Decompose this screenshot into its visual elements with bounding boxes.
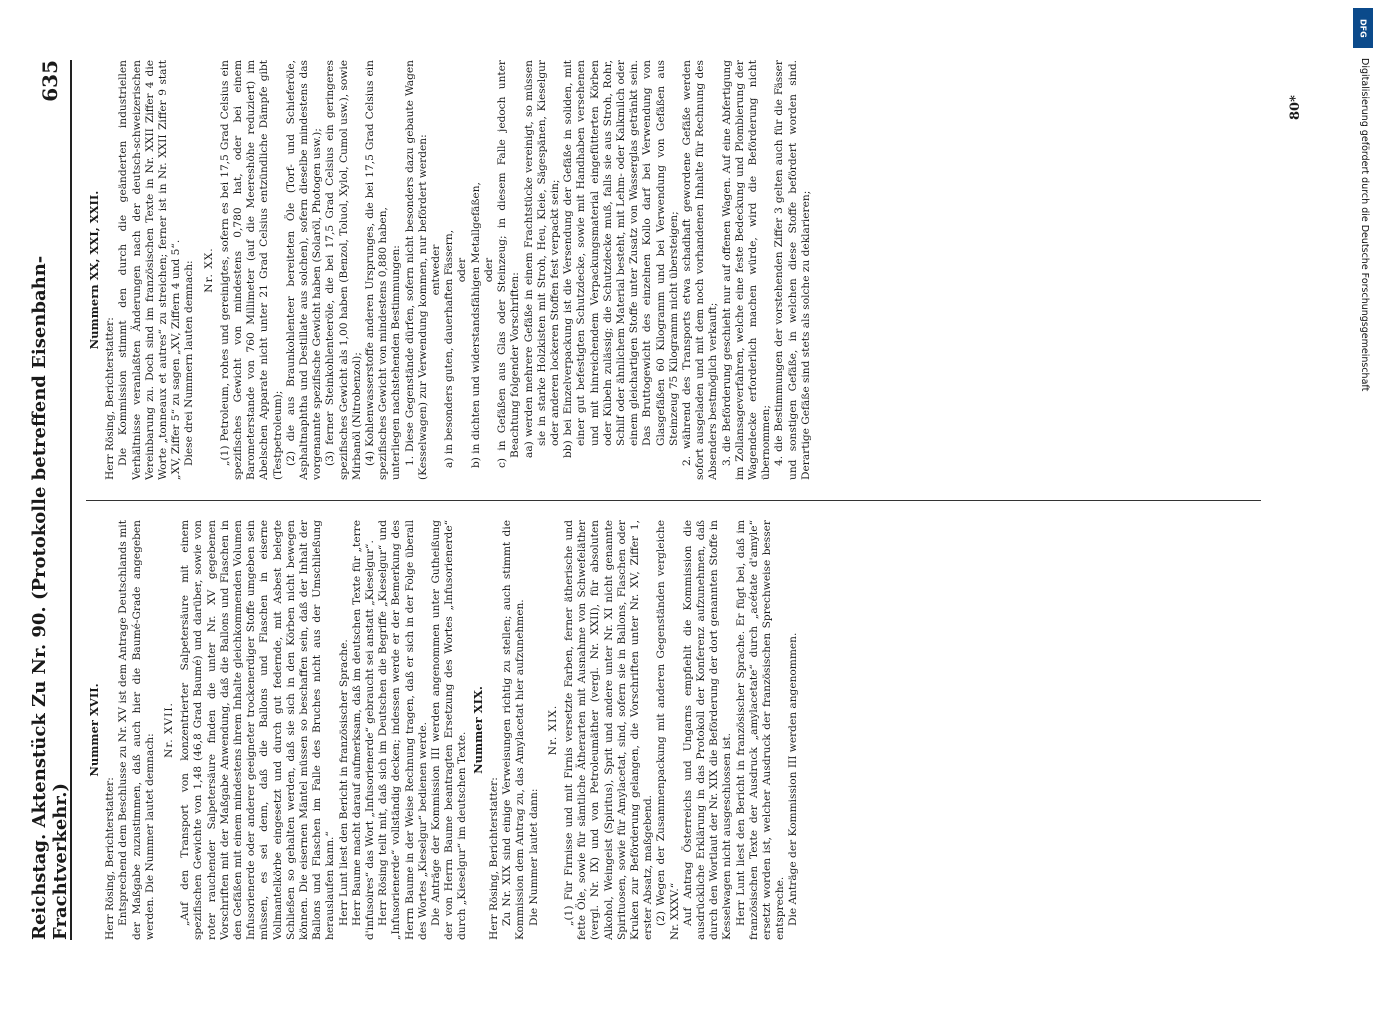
paragraph-para: Herr Baume macht darauf aufmerksam, daß im deutschen Texte für „terre d'infusoires“ das Wort „Infusorienerde“ gebraucht sei anstatt „Kieselgur“. <box>350 520 377 940</box>
paragraph-para: 3. die Beförderung geschieht nur auf offenen Wagen. Auf eine Abfertigung im Zollansageverfahren, welche eine feste Bedeckung und Plombierung der Wagendecke erforderlich machen würde, wird die Beförderung nicht übernommen; <box>720 60 773 480</box>
paragraph-para: Die Nummer lautet dann: <box>527 788 540 926</box>
left-column <box>86 520 1266 940</box>
paragraph-para: (2) Wegen der Zusammenpackung mit anderen Gegenständen vergleiche Nr. XXXV.“ <box>655 520 681 940</box>
dfg-logo: DFG <box>1353 8 1373 48</box>
paragraph-flush: unterliegen nachstehenden Bestimmungen: <box>390 245 403 480</box>
paragraph-flush: Herr Rösing, Berichterstatter: <box>487 777 500 940</box>
page-number: 635 <box>38 60 62 102</box>
paragraph-para: Die Anträge der Kommission III werden angenommen unter Gutheißung der von Herrn Baume beantragten Ersetzung des Wortes „Infusorienerde“ durch „Kieselgur“ im deutschen Texte. <box>430 520 469 940</box>
paragraph-heading: Nummern XX, XXI, XXII. <box>87 190 101 350</box>
paragraph-para: (3) ferner Steinkohlenteeröle, die bei 17,5 Grad Celsius ein geringeres spezifisches Gewicht als 1,00 haben (Benzol, Toluol, Xylol, Cumol usw.), sowie Mirbanöl (Nitrobenzol); <box>324 60 363 480</box>
paragraph-para: „Auf den Transport von konzentrierter Salpetersäure mit einem spezifischen Gewichte von 1,48 (46,8 Grad Baumé) und darüber, sowie von roter rauchender Salpetersäure finden die unter Nr. XV gegebenen Vorschriften mit der Maßgabe Anwendung, daß die Ballons und Flaschen in den Gefäßen mit einem mindestens ihrem Inhalte gleichkommenden Volumen Infusorienerde oder anderer geeigneter trockenerdiger Stoffe umgeben sein müssen, es sei denn, daß die Ballons und Flaschen in eiserne Vollmantelkörbe eingesetzt und durch gut federnde, mit Asbest belegte Schließen so gehalten werden, daß sie sich in den Körben nicht bewegen können. Die eisernen Mäntel müssen so beschaffen sein, daß der Inhalt der Ballons und Flaschen im Falle des Bruches nicht aus der Umschließung herauslaufen kann.“ <box>179 520 337 940</box>
paragraph-subheading: Nr. XX. <box>202 247 215 293</box>
page-header <box>30 60 72 940</box>
paragraph-para: Herr Lunt liest den Bericht in französischer Sprache. <box>337 639 350 926</box>
paragraph-para: Auf Antrag Österreichs und Ungarns empfiehlt die Kommission die ausdrückliche Erklärung in das Protokoll der Konferenz aufzunehmen, daß durch den Wortlaut der Nr. XIX die Beförderung der dort genannten Stoffe in Kesselwagen nicht ausgeschlossen ist. <box>681 520 734 940</box>
paragraph-flush: Herr Rösing, Berichterstatter: <box>104 777 117 940</box>
paragraph-center: entweder <box>430 244 443 296</box>
paragraph-item2: aa) werden mehrere Gefäße in einem Frachtstücke vereinigt, so müssen sie in starke Holzkisten mit Stroh, Heu, Kleie, Sägespänen, Kieselgur oder anderen lockeren Stoffen fest verpackt sein; <box>522 60 561 458</box>
paragraph-para: Herr Lunt liest den Bericht in französischer Sprache. Er fügt bei, daß im französischen Texte der Ausdruck „amylacetate“ durch „acétate d'amyle“ ersetzt worden ist, welcher Ausdruck der französischen Sprechweise besser entspreche. <box>734 520 787 940</box>
paragraph-item: a) in besonders guten, dauerhaften Fässern, <box>443 229 456 468</box>
paragraph-heading: Nummer XIX. <box>470 686 485 774</box>
paragraph-center: oder <box>482 257 495 283</box>
paragraph-flush: Herr Rösing, Berichterstatter: <box>104 317 117 480</box>
paragraph-para: 1. Diese Gegenstände dürfen, sofern nicht besonders dazu gebaute Wagen (Kesselwagen) zur Verwendung kommen, nur befördert werden: <box>403 60 429 480</box>
column-divider <box>86 500 1261 501</box>
right-column <box>86 60 1266 480</box>
page-title: Reichstag. Aktenstück Zu Nr. 90. (Protokolle betreffend Eisenbahn-Frachtverkehr.) <box>29 255 71 940</box>
paragraph-para: (4) Kohlenwasserstoffe anderen Ursprunges, die bei 17,5 Grad Celsius ein spezifisches Gewicht von mindestens 0,880 haben, <box>364 60 390 480</box>
paragraph-para: Diese drei Nummern lauten demnach: <box>183 260 196 466</box>
paragraph-para: Herr Rösing teilt mit, daß sich im Deutschen die Begriffe „Kieselgur“ und „Infusorienerde“ vollständig decken; indessen werde er der Bemerkung des Herrn Baume in der Weise Rechnung tragen, daß er sich in der Folge überall des Wortes „Kieselgur“ bedienen werde. <box>377 520 429 940</box>
paragraph-para: Entsprechend dem Beschlusse zu Nr. XV ist dem Antrage Deutschlands mit der Maßgabe zuzustimmen, daß auch hier die Baumé-Grade angegeben werden. Die Nummer lautet demnach: <box>117 520 156 940</box>
paragraph-subheading: Nr. XVII. <box>163 702 176 758</box>
paragraph-heading: Nummer XVII. <box>87 683 101 777</box>
paragraph-para: „(1) Petroleum, rohes und gereinigtes, sofern es bei 17,5 Grad Celsius ein spezifisches Gewicht von mindestens 0,780 hat, oder bei einem Barometerstande von 760 Millimeter (auf die Meereshöhe reduziert) im Abelschen Apparate nicht unter 21 Grad Celsius entzündliche Dämpfe gibt (Testpetroleum); <box>218 60 284 480</box>
signature-mark: 80* <box>1288 95 1303 120</box>
paragraph-item: c) in Gefäßen aus Glas oder Steinzeug; in diesem Falle jedoch unter Beachtung folgender Vorschriften: <box>496 60 522 468</box>
paragraph-para: „(1) Für Firnisse und mit Firnis versetzte Farben, ferner ätherische und fette Öle, sowie für sämtliche Ätherarten mit Ausnahme von Schwefeläther (vergl. Nr. IX) und von Petroleumäther (vergl. Nr. XXII), für absoluten Alkohol, Weingeist (Spiritus), Sprit und andere unter Nr. XI nicht genannte Spirituosen, sowie für Amylacetat, sind, sofern sie in Ballons, Flaschen oder Kruken zur Beförderung gelangen, die Vorschriften unter Nr. XV, Ziffer 1, erster Absatz, maßgebend. <box>562 520 655 940</box>
paragraph-para: Zu Nr. XIX sind einige Verweisungen richtig zu stellen; auch stimmt die Kommission dem Antrag zu, das Amylacetat hier aufzunehmen. <box>501 520 527 940</box>
paragraph-item2: bb) bei Einzelverpackung ist die Versendung der Gefäße in soliden, mit einer gut befestigten Schutzdecke, sowie mit Handhaben versehenen und mit hinreichendem Verpackungsmaterial eingefütterten Körben oder Kübeln zulässig; die Schutzdecke muß, falls sie aus Stroh, Rohr, Schilf oder ähnlichem Material besteht, mit Lehm- oder Kalkmilch oder einem gleichartigen Stoffe unter Zusatz von Wasserglas getränkt sein. Das Bruttogewicht des einzelnen Kollo darf bei Verwendung von Glasgefäßen 60 Kilogramm und bei Verwendung von Gefäßen aus Steinzeug 75 Kilogramm nicht übersteigen; <box>562 60 680 458</box>
paragraph-para: Die Kommission stimmt den durch die geänderten industriellen Verhältnisse veranlaßten Änderungen nach der deutsch-schweizerischen Vereinbarung zu. Doch sind im französischen Texte in Nr. XXII Ziffer 4 die Worte „tonneaux et autres“ zu streichen; ferner ist in Nr. XXII Ziffer 9 statt „XV, Ziffer 5“ zu sagen „XV, Ziffern 4 und 5“. <box>117 60 183 480</box>
paragraph-subheading: Nr. XIX. <box>546 704 559 756</box>
paragraph-item: b) in dichten und widerstandsfähigen Metallgefäßen, <box>469 182 482 468</box>
paragraph-para: (2) die aus Braunkohlenteer bereiteten Öle (Torf- und Schieferöle, Asphaltnaphtha und Destillate aus solchen), sofern dieselbe mindestens das vorgenannte spezifische Gewicht haben (Solaröl, Photogen usw.); <box>284 60 324 480</box>
paragraph-para: 2. während des Transports etwa schadhaft gewordene Gefäße werden sofort ausgeladen und mit dem noch vorhandenen Inhalte für Rechnung des Absenders bestmöglich verkauft; <box>680 60 720 480</box>
paragraph-para: Die Anträge der Kommission III werden angenommen. <box>787 632 800 926</box>
digitization-note: Digitalisierung gefördert durch die Deutsche Forschungsgemeinschaft <box>1359 58 1370 392</box>
paragraph-center: oder <box>456 257 469 283</box>
paragraph-para: 4. die Bestimmungen der vorstehenden Ziffer 3 gelten auch für die Fässer und sonstigen Gefäße, in welchen diese Stoffe befördert worden sind. Derartige Gefäße sind stets als solche zu deklarieren; <box>773 60 812 480</box>
